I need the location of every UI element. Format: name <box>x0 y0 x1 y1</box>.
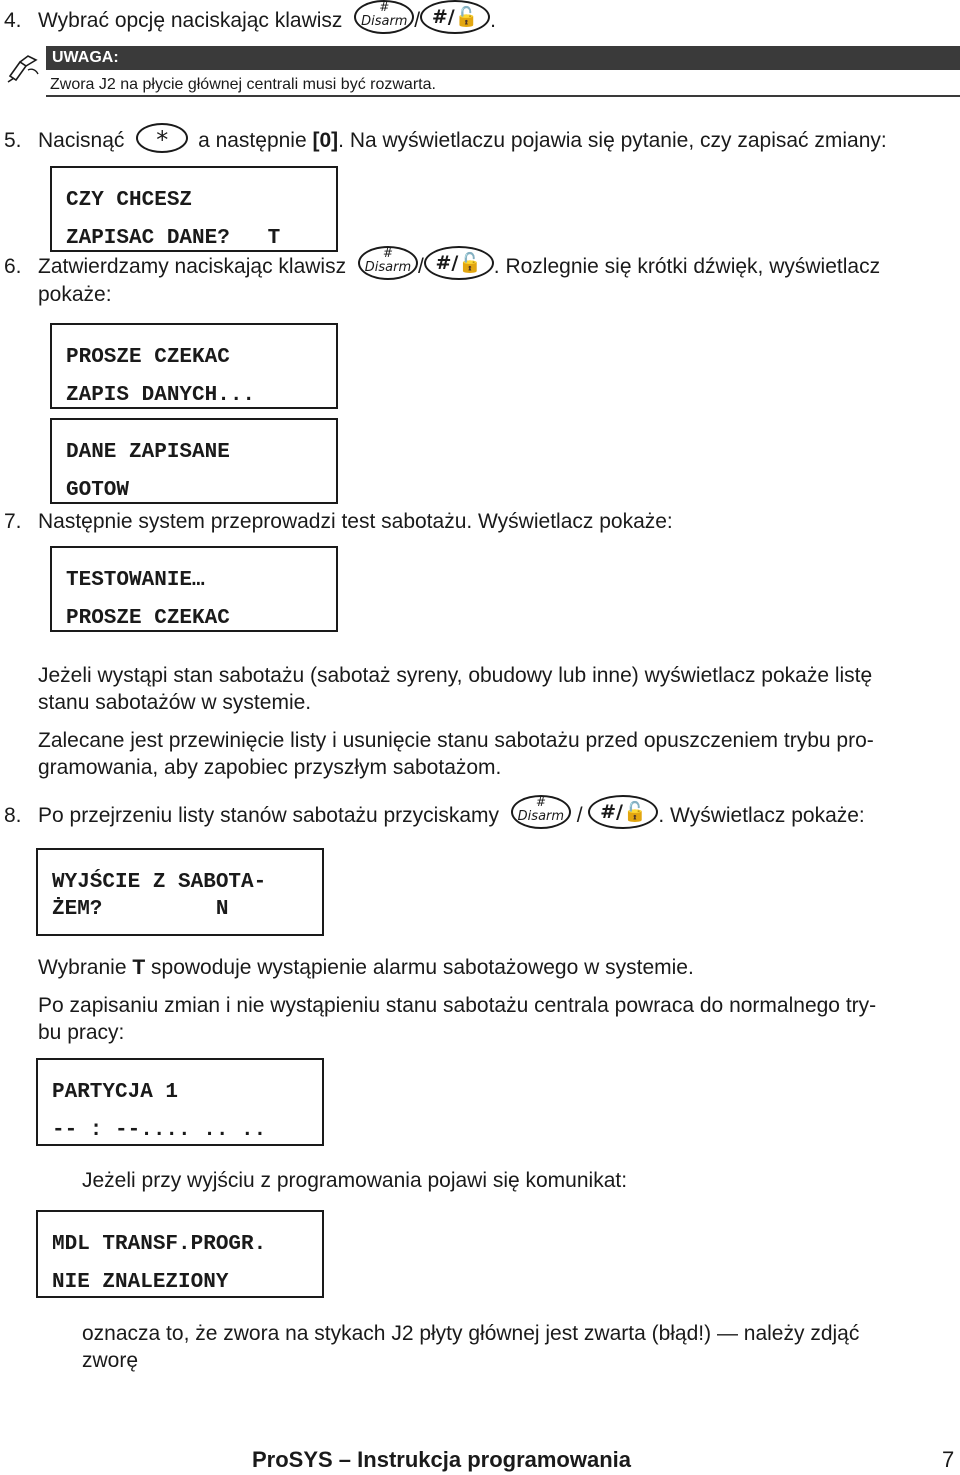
hash-unlock-key-icon: #/🔓 <box>588 795 658 829</box>
lcd-display-save-question <box>50 166 338 252</box>
step-8-text: Po przejrzeniu listy stanów sabotażu przyciskamy # Disarm / #/🔓 . Wyświetlacz pokaże: <box>38 803 865 829</box>
note-header-bar <box>46 46 960 70</box>
step-6-number: 6. <box>4 255 22 278</box>
paragraph-jumper-error-line-1: oznacza to, że zwora na stykach J2 płyty głównej jest zwarta (błąd!) — należy zdjąć <box>82 1322 860 1345</box>
hand-writing-icon <box>6 52 42 84</box>
paragraph-after-save-line-2: bu pracy: <box>38 1021 125 1044</box>
step-7-text: Następnie system przeprowadzi test sabotażu. Wyświetlacz pokaże: <box>38 510 673 533</box>
lcd-display-please-wait <box>50 323 338 409</box>
star-key-icon: * <box>136 123 188 153</box>
hash-unlock-key-icon: #/🔓 <box>420 0 490 34</box>
step-5-text: Nacisnąć * a następnie [0]. Na wyświetlaczu pojawia się pytanie, czy zapisać zmiany: <box>38 128 887 154</box>
note-text: Zwora J2 na płycie głównej centrali musi być rozwarta. <box>50 76 436 93</box>
step-4-text: Wybrać opcję naciskając klawisz # Disarm / #/🔓 . <box>38 8 496 34</box>
lcd-display-module-not-found <box>36 1210 324 1298</box>
note-title: UWAGA: <box>52 49 119 66</box>
paragraph-recommend-line-2: gramowania, aby zapobiec przyszłym sabotażom. <box>38 756 502 779</box>
lcd-line-2: ZAPISAC DANE? T <box>66 227 281 250</box>
step-6-text: Zatwierdzamy naciskając klawisz # Disarm / #/🔓 . Rozlegnie się krótki dźwięk, wyświetlacz <box>38 254 880 280</box>
disarm-key-icon: # Disarm <box>511 795 571 829</box>
lcd-display-exit-tamper <box>36 848 324 936</box>
step-5-number: 5. <box>4 129 22 152</box>
paragraph-recommend-line-1: Zalecane jest przewinięcie listy i usunięcie stanu sabotażu przed opuszczeniem trybu pro- <box>38 729 874 752</box>
step-7-number: 7. <box>4 510 22 533</box>
lcd-display-testing <box>50 546 338 632</box>
paragraph-after-save-line-1: Po zapisaniu zmian i nie wystąpieniu stanu sabotażu centrala powraca do normalnego try- <box>38 994 877 1017</box>
lcd-line-2: PROSZE CZEKAC <box>66 607 230 630</box>
lcd-line-1: WYJŚCIE Z SABOTA- <box>52 871 267 894</box>
lcd-line-1: DANE ZAPISANE <box>66 441 230 464</box>
disarm-key-icon: # Disarm <box>354 0 414 34</box>
paragraph-tamper-line-2: stanu sabotażów w systemie. <box>38 691 312 714</box>
footer-title: ProSYS – Instrukcja programowania <box>252 1447 632 1472</box>
lcd-line-1: PROSZE CZEKAC <box>66 346 230 369</box>
lcd-line-2: ŻEM? N <box>52 898 229 921</box>
lcd-line-2: GOTOW <box>66 479 130 502</box>
page-number: 7 <box>942 1447 955 1472</box>
paragraph-select-t: Wybranie T spowoduje wystąpienie alarmu sabotażowego w systemie. <box>38 956 694 979</box>
paragraph-jumper-error-line-2: zworę <box>82 1349 139 1372</box>
disarm-key-icon: # Disarm <box>358 246 418 280</box>
paragraph-tamper-line-1: Jeżeli wystąpi stan sabotażu (sabotaż syreny, obudowy lub inne) wyświetlacz pokaże listę <box>38 664 873 687</box>
lcd-line-1: PARTYCJA 1 <box>52 1081 179 1104</box>
lcd-line-2: -- : --.... .. .. <box>52 1119 267 1142</box>
hash-unlock-key-icon: #/🔓 <box>424 246 494 280</box>
paragraph-exit-message: Jeżeli przy wyjściu z programowania pojawi się komunikat: <box>82 1169 628 1192</box>
note-divider <box>46 95 960 97</box>
step-8-number: 8. <box>4 804 22 827</box>
step-4-number: 4. <box>4 9 22 32</box>
lcd-line-2: ZAPIS DANYCH... <box>66 384 256 407</box>
lcd-display-partition <box>36 1058 324 1146</box>
lcd-line-2: NIE ZNALEZIONY <box>52 1271 229 1294</box>
lcd-display-data-saved <box>50 418 338 504</box>
lcd-line-1: CZY CHCESZ <box>66 189 193 212</box>
step-6-text-line-2: pokaże: <box>38 283 112 306</box>
lcd-line-1: TESTOWANIE… <box>66 569 205 592</box>
lcd-line-1: MDL TRANSF.PROGR. <box>52 1233 267 1256</box>
